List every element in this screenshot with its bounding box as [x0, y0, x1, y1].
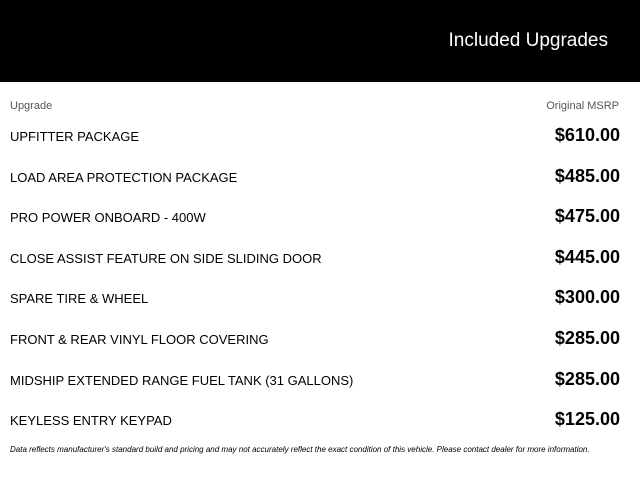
upgrade-name: MIDSHIP EXTENDED RANGE FUEL TANK (31 GALLONS): [10, 372, 354, 388]
column-header-upgrade: Upgrade: [10, 100, 53, 112]
upgrade-price: $610.00: [554, 125, 620, 145]
list-item: [0, 116, 640, 157]
list-item: [0, 360, 640, 401]
upgrade-name: FRONT & REAR VINYL FLOOR COVERING: [10, 331, 269, 347]
list-item: [0, 238, 640, 279]
list-item: [0, 157, 640, 198]
page-title: Included Upgrades: [448, 30, 608, 51]
upgrade-name: SPARE TIRE & WHEEL: [10, 291, 149, 307]
upgrade-price: $475.00: [554, 206, 620, 227]
upgrade-price: $285.00: [554, 327, 620, 348]
list-item: [0, 197, 640, 238]
upgrade-name: KEYLESS ENTRY KEYPAD: [10, 413, 172, 429]
upgrade-name: CLOSE ASSIST FEATURE ON SIDE SLIDING DOOR: [10, 250, 322, 266]
disclaimer-text: Data reflects manufacturer's standard build and pricing and may not accurately reflect the exact condition of this vehicle. Please contact dealer for more information.: [10, 445, 590, 454]
upgrades-list: [0, 116, 640, 441]
header-bar: [0, 0, 640, 82]
upgrade-price: $300.00: [554, 287, 620, 308]
upgrade-name: LOAD AREA PROTECTION PACKAGE: [10, 169, 238, 185]
list-item: [0, 278, 640, 319]
upgrade-price: $125.00: [554, 409, 620, 430]
upgrade-price: $485.00: [554, 165, 620, 186]
upgrade-name: PRO POWER ONBOARD - 400W: [10, 210, 206, 226]
list-item: [0, 400, 640, 441]
upgrade-price: $285.00: [554, 368, 620, 389]
list-item: [0, 319, 640, 360]
upgrade-price: $445.00: [554, 246, 620, 267]
upgrade-name: UPFITTER PACKAGE: [10, 129, 140, 144]
column-header-msrp: Original MSRP: [546, 100, 619, 112]
